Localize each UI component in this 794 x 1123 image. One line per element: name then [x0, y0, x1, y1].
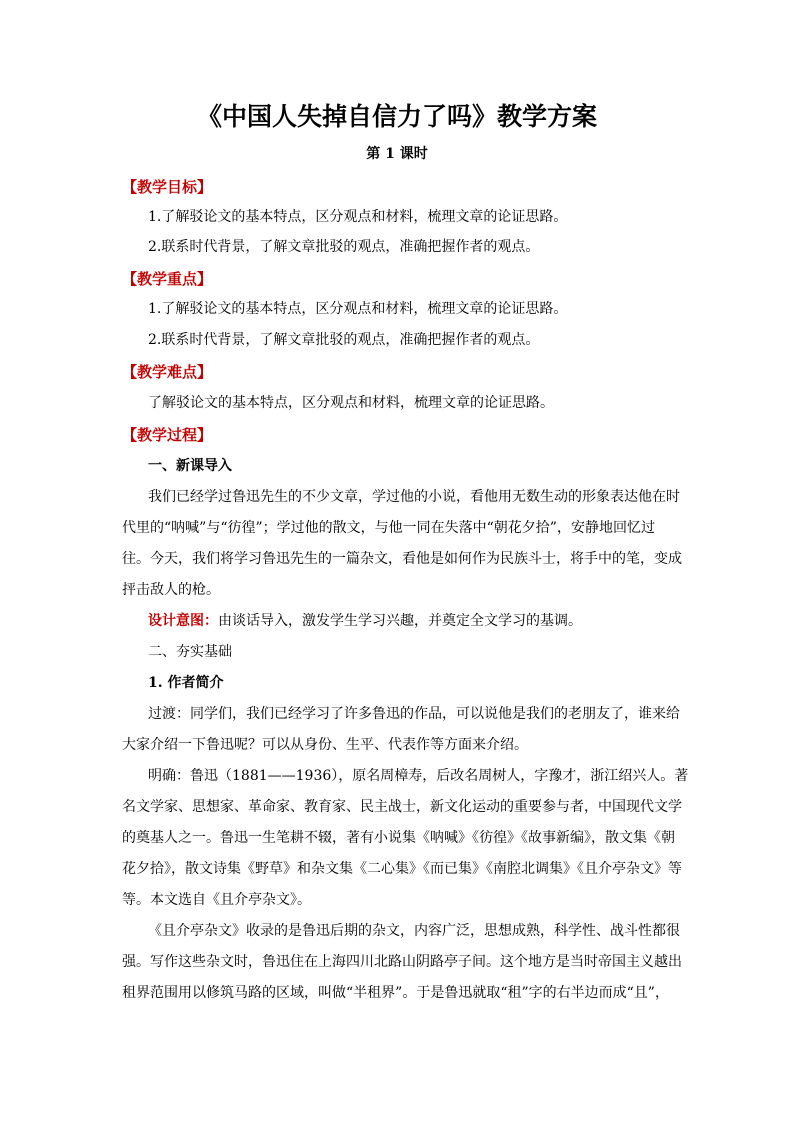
- clarify-line: 明确：鲁迅（1881——1936），原名周樟寿，后改名周树人，字豫才，浙江绍兴人。著: [148, 768, 689, 784]
- design-intent: [148, 610, 708, 632]
- step1-heading: 一、新课导入: [148, 458, 232, 474]
- step1-paragraph-line: 我们已经学过鲁迅先生的不少文章，学过他的小说，看他用无数生动的形象表达他在时: [148, 489, 680, 505]
- key-heading: 【教学重点】: [122, 270, 213, 288]
- key-item-2: 2.联系时代背景，了解文章批驳的观点，准确把握作者的观点。: [148, 332, 540, 348]
- difficulty-item-1: 了解驳论文的基本特点，区分观点和材料，梳理文章的论证思路。: [148, 395, 554, 411]
- step1-paragraph-line: 抨击敌人的枪。: [122, 582, 220, 598]
- qiejie-line: 租界范围用以修筑马路的区域，叫做“半租界”。于是鲁迅就取“租”字的右半边而成“且”，: [122, 985, 669, 1001]
- clarify-line: 等。本文选自《且介亭杂文》。: [122, 892, 311, 908]
- step1-paragraph-line: 代里的“呐喊”与“彷徨”；学过他的散文，与他一同在失落中“朝花夕拾”，安静地回忆过: [122, 520, 655, 536]
- design-intent-text: 由谈话导入，激发学生学习兴趣，并奠定全文学习的基调。: [218, 613, 582, 629]
- transition-line: 过渡：同学们，我们已经学习了许多鲁迅的作品，可以说他是我们的老朋友了，谁来给: [148, 706, 680, 722]
- step1-paragraph-line: 往。今天，我们将学习鲁迅先生的一篇杂文，看他是如何作为民族斗士，将手中的笔，变成: [122, 551, 682, 567]
- process-heading: 【教学过程】: [122, 426, 213, 444]
- lesson-subtitle: 第 1 课时: [366, 146, 428, 162]
- design-intent-label: 设计意图：: [148, 613, 218, 629]
- step2-heading: 二、夯实基础: [148, 644, 232, 660]
- qiejie-line: 强。写作这些杂文时，鲁迅住在上海四川北路山阴路亭子间。这个地方是当时帝国主义越出: [122, 954, 682, 970]
- clarify-line: 的奠基人之一。鲁迅一生笔耕不辍，著有小说集《呐喊》《彷徨》《故事新编》，散文集《朝: [122, 830, 675, 846]
- page-title: 《中国人失掉自信力了吗》教学方案: [196, 102, 597, 131]
- clarify-line: 名文学家、思想家、革命家、教育家、民主战士，新文化运动的重要参与者，中国现代文学: [122, 799, 682, 815]
- difficulty-heading: 【教学难点】: [122, 363, 213, 381]
- goal-item-2: 2.联系时代背景，了解文章批驳的观点，准确把握作者的观点。: [148, 239, 540, 255]
- goal-item-1: 1.了解驳论文的基本特点，区分观点和材料，梳理文章的论证思路。: [148, 209, 568, 225]
- clarify-line: 花夕拾》，散文诗集《野草》和杂文集《二心集》《而已集》《南腔北调集》《且介亭杂文》等: [122, 861, 682, 877]
- goal-heading: 【教学目标】: [122, 178, 213, 196]
- qiejie-line: 《且介亭杂文》收录的是鲁迅后期的杂文，内容广泛，思想成熟，科学性、战斗性都很: [148, 923, 680, 939]
- key-item-1: 1.了解驳论文的基本特点，区分观点和材料，梳理文章的论证思路。: [148, 301, 568, 317]
- transition-line: 大家介绍一下鲁迅呢？可以从身份、生平、代表作等方面来介绍。: [122, 737, 528, 753]
- author-intro-heading: 1. 作者简介: [148, 675, 224, 691]
